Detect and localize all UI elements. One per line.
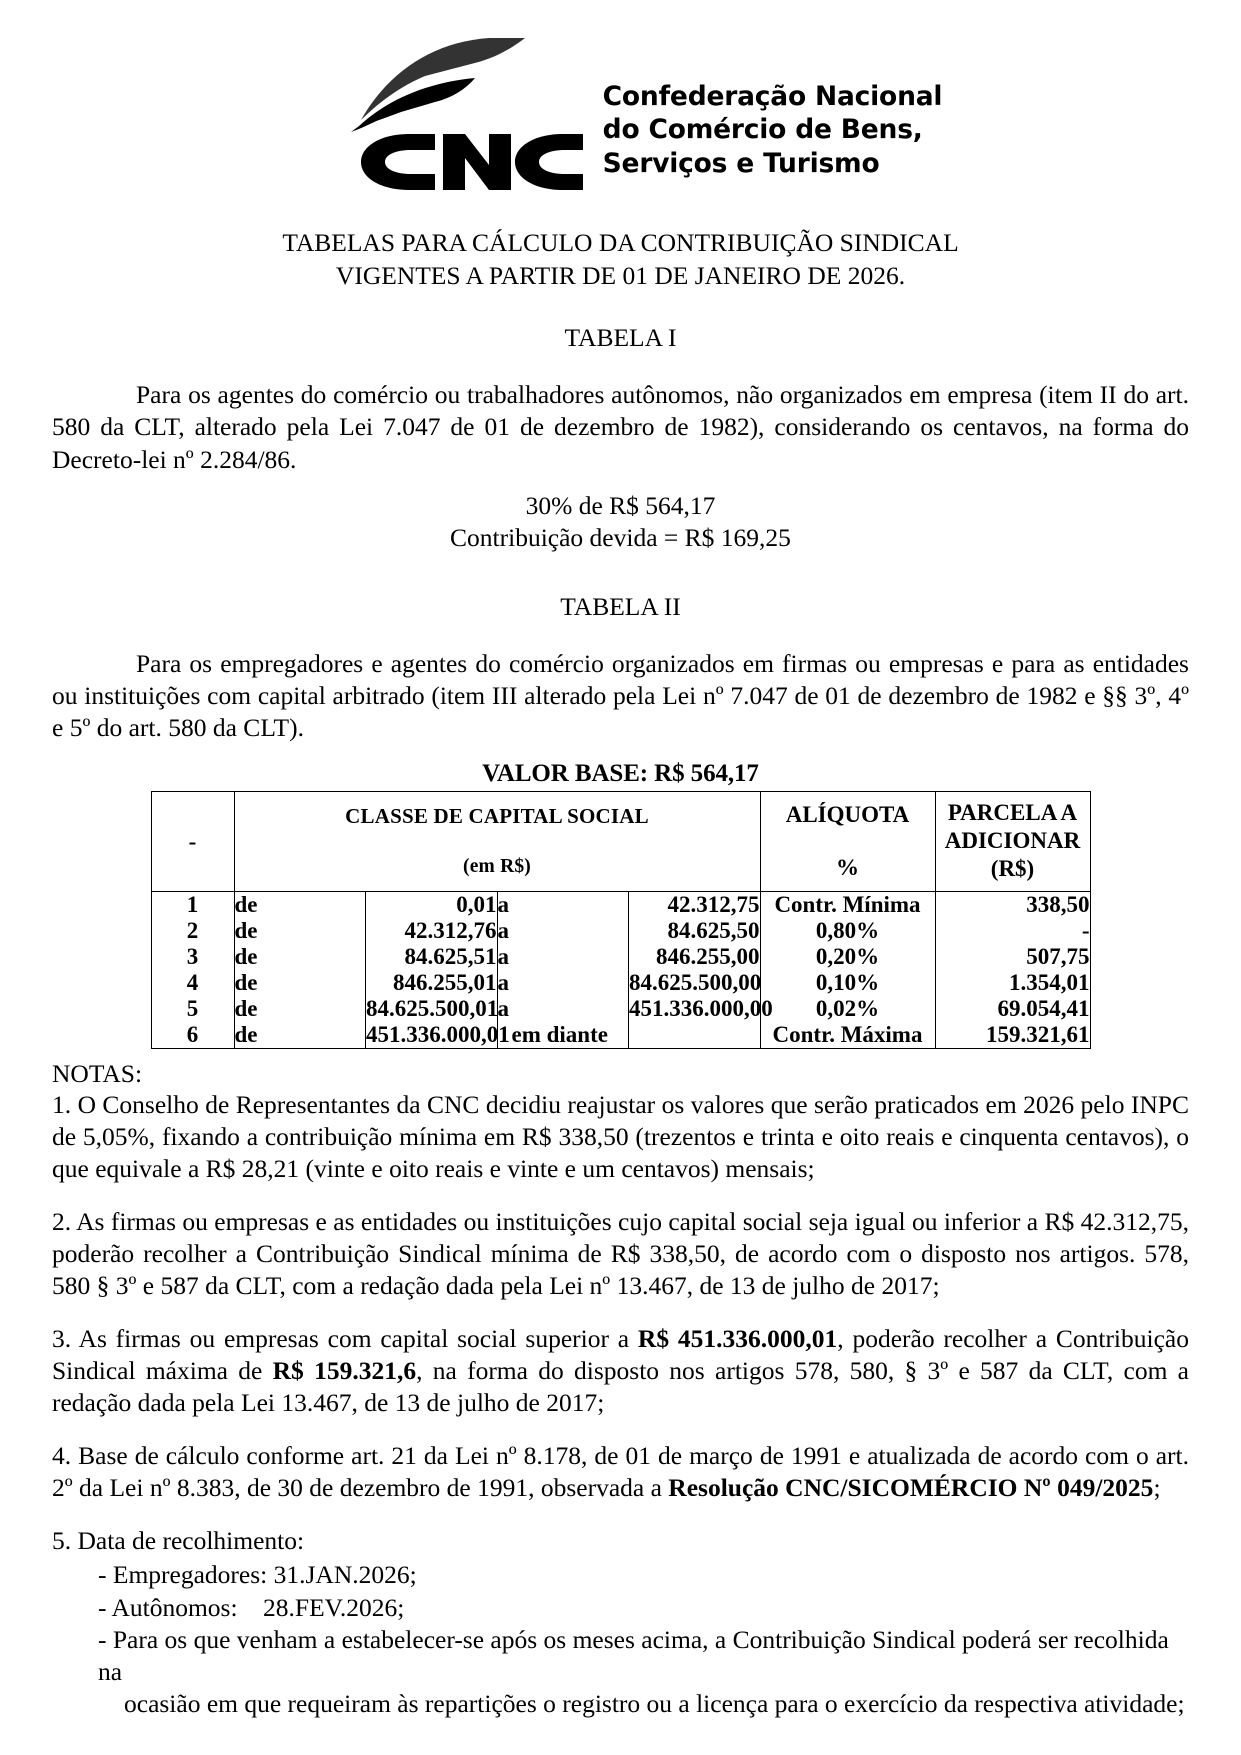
row-value-to: 846.255,00 <box>629 944 761 970</box>
page-title-line-1: TABELAS PARA CÁLCULO DA CONTRIBUIÇÃO SINDICAL <box>282 228 959 257</box>
row-a-label: a <box>497 996 629 1022</box>
tabela-2-heading: TABELA II <box>560 591 681 621</box>
page-title <box>52 226 1189 292</box>
header-classe-capital-social <box>234 792 760 892</box>
table-row <box>151 944 1090 970</box>
cnc-wordmark-line-1: Confederação Nacional <box>602 80 943 112</box>
capital-class-table <box>151 791 1091 1049</box>
header-classe-line-1: CLASSE DE CAPITAL SOCIAL <box>345 804 649 829</box>
row-value-from: 42.312,76 <box>366 918 498 944</box>
tabela-1-heading: TABELA I <box>564 323 677 353</box>
row-value-from: 451.336.000,01 <box>366 1022 510 1048</box>
row-aliquota: 0,02% <box>760 996 935 1022</box>
row-value-from: 84.625,51 <box>366 944 498 970</box>
nota-4-resolucao: Resolução CNC/SICOMÉRCIO Nº 049/2025 <box>668 1473 1154 1503</box>
capital-class-table-body <box>151 892 1090 1049</box>
row-parcela: 1.354,01 <box>935 970 1090 996</box>
row-de-label: de <box>234 996 366 1022</box>
row-value-to <box>629 1022 761 1049</box>
nota-5-last-line-2: ocasião em que requeiram às repartições o registro ou a licença para o exercício da respectiva atividade; <box>124 1688 1185 1718</box>
nota-4 <box>52 1440 1189 1504</box>
row-parcela: 159.321,61 <box>935 1022 1090 1049</box>
cnc-wordmark-line-2: do Comércio de Bens, <box>602 114 923 146</box>
row-index: 1 <box>151 892 234 919</box>
cnc-logo <box>52 32 1189 192</box>
row-a-label: a <box>497 970 629 996</box>
row-value-to: 84.625.500,00 <box>629 970 762 996</box>
page-title-line-2: VIGENTES A PARTIR DE 01 DE JANEIRO DE 2026. <box>335 261 906 291</box>
row-value-to: 84.625,50 <box>629 918 761 944</box>
header-aliquota-line-2: % <box>836 855 859 881</box>
row-index: 3 <box>151 944 234 970</box>
nota-2: 2. As firmas ou empresas e as entidades ou instituições cujo capital social seja igual ou inferior a R$ 42.312,75, poderão recolher a Contribuição Sindical mínima de R$ 338,50, de acordo com o disposto nos artigos. 578, 580 § 3º e 587 da CLT, com a redação dada pela Lei nº 13.467, de 13 de julho de 2017; <box>52 1207 1189 1301</box>
table-header-row <box>151 792 1090 892</box>
row-parcela: 507,75 <box>935 944 1090 970</box>
row-aliquota: 0,80% <box>760 918 935 944</box>
list-item <box>52 1624 1189 1720</box>
tabela-1-calculation <box>52 490 1189 554</box>
nota-4-part-a: 4. Base de cálculo conforme art. 21 da Lei nº 8.178, de 01 de março de 1991 e atualizada de acordo com o art. 2º da Lei nº 8.383, de 30 de dezembro de 1991, observada a <box>52 1441 1189 1503</box>
nota-1: 1. O Conselho de Representantes da CNC decidiu reajustar os valores que serão praticados em 2026 pelo INPC de 5,05%, fixando a contribuição mínima em R$ 338,50 (trezentos e trinta e oito reais e cinquenta centavos), o que equivale a R$ 28,21 (vinte e oito reais e vinte e um centavos) mensais; <box>52 1090 1189 1184</box>
row-index: 2 <box>151 918 234 944</box>
row-de-label: de <box>234 970 366 996</box>
tabela-1-calc-line-2: Contribuição devida = R$ 169,25 <box>450 522 791 552</box>
row-a-label: a <box>497 892 629 919</box>
tabela-2-paragraph: Para os empregadores e agentes do comércio organizados em firmas ou empresas e para as entidades ou instituições com capital arbitrado (item III alterado pela Lei nº 7.047 de 01 de dezembro de 1982 e §§ 3º, 4º e 5º do art. 580 da CLT). <box>52 648 1189 743</box>
row-index: 6 <box>151 1022 234 1049</box>
row-index: 5 <box>151 996 234 1022</box>
row-value-from: 84.625.500,01 <box>366 996 499 1022</box>
row-aliquota: 0,10% <box>760 970 935 996</box>
nota-3-capital-max: R$ 451.336.000,01 <box>637 1324 838 1354</box>
header-aliquota <box>760 792 935 892</box>
notas-title: NOTAS: <box>52 1059 143 1089</box>
row-parcela: 338,50 <box>935 892 1090 919</box>
nota-5-last-line-1: - Para os que venham a estabelecer-se após os meses acima, a Contribuição Sindical poderá ser recolhida na <box>98 1624 1169 1686</box>
cnc-wordmark <box>603 80 943 192</box>
nota-5-title: 5. Data de recolhimento: <box>52 1526 305 1556</box>
header-index: - <box>151 792 234 892</box>
list-item: - Empregadores: 31.JAN.2026; <box>98 1560 417 1590</box>
table-row <box>151 918 1090 944</box>
row-a-label: em diante <box>497 1022 629 1049</box>
row-aliquota: 0,20% <box>760 944 935 970</box>
nota-5-list <box>52 1559 1189 1720</box>
nota-3 <box>52 1323 1189 1419</box>
nota-3-part-c: , poderão recolher a Contribuição Sindical máxima de <box>52 1324 1189 1386</box>
header-parcela-line-3: (R$) <box>990 856 1035 882</box>
tabela-1-calc-line-1: 30% de R$ 564,17 <box>525 490 716 520</box>
nota-3-contribuicao-max: R$ 159.321,6 <box>272 1356 417 1386</box>
row-value-from: 846.255,01 <box>366 970 498 996</box>
row-aliquota: Contr. Mínima <box>760 892 935 919</box>
nota-3-part-e: , na forma do disposto nos artigos 578, 580, § 3º e 587 da CLT, com a redação dada pela Lei 13.467, de 13 de julho de 2017; <box>52 1356 1190 1418</box>
nota-3-part-a: 3. As firmas ou empresas com capital social superior a <box>52 1324 638 1354</box>
cnc-wordmark-line-3: Serviços e Turismo <box>602 147 880 179</box>
row-value-from: 0,01 <box>366 892 498 919</box>
row-de-label: de <box>234 892 366 919</box>
table-row <box>151 892 1090 919</box>
valor-base-label: VALOR BASE: R$ 564,17 <box>482 760 759 788</box>
row-de-label: de <box>234 944 366 970</box>
cnc-logo-mark <box>339 32 589 192</box>
tabela-1-paragraph: Para os agentes do comércio ou trabalhadores autônomos, não organizados em empresa (item II do art. 580 da CLT, alterado pela Lei 7.047 de 01 de dezembro de 1982), considerando os centavos, na forma do Decreto-lei nº 2.284/86. <box>52 380 1189 474</box>
capital-class-table-head <box>151 792 1090 892</box>
table-row <box>151 1022 1090 1049</box>
list-item: - Autônomos: 28.FEV.2026; <box>98 1592 405 1622</box>
row-value-to: 42.312,75 <box>629 892 761 919</box>
nota-4-part-c: ; <box>1153 1473 1161 1503</box>
row-a-label: a <box>497 918 629 944</box>
row-aliquota: Contr. Máxima <box>760 1022 935 1049</box>
table-row <box>151 970 1090 996</box>
row-de-label: de <box>234 1022 366 1049</box>
header-parcela-line-2: ADICIONAR <box>944 828 1081 854</box>
row-parcela: - <box>935 918 1090 944</box>
row-a-label: a <box>497 944 629 970</box>
header-parcela-line-1: PARCELA A <box>947 800 1078 826</box>
row-value-to: 451.336.000,00 <box>629 996 773 1022</box>
table-row <box>151 996 1090 1022</box>
row-index: 4 <box>151 970 234 996</box>
header-classe-line-2: (em R$) <box>463 856 531 878</box>
row-parcela: 69.054,41 <box>935 996 1090 1022</box>
header-parcela-adicionar <box>935 792 1090 892</box>
header-aliquota-line-1: ALÍQUOTA <box>785 802 910 828</box>
row-de-label: de <box>234 918 366 944</box>
